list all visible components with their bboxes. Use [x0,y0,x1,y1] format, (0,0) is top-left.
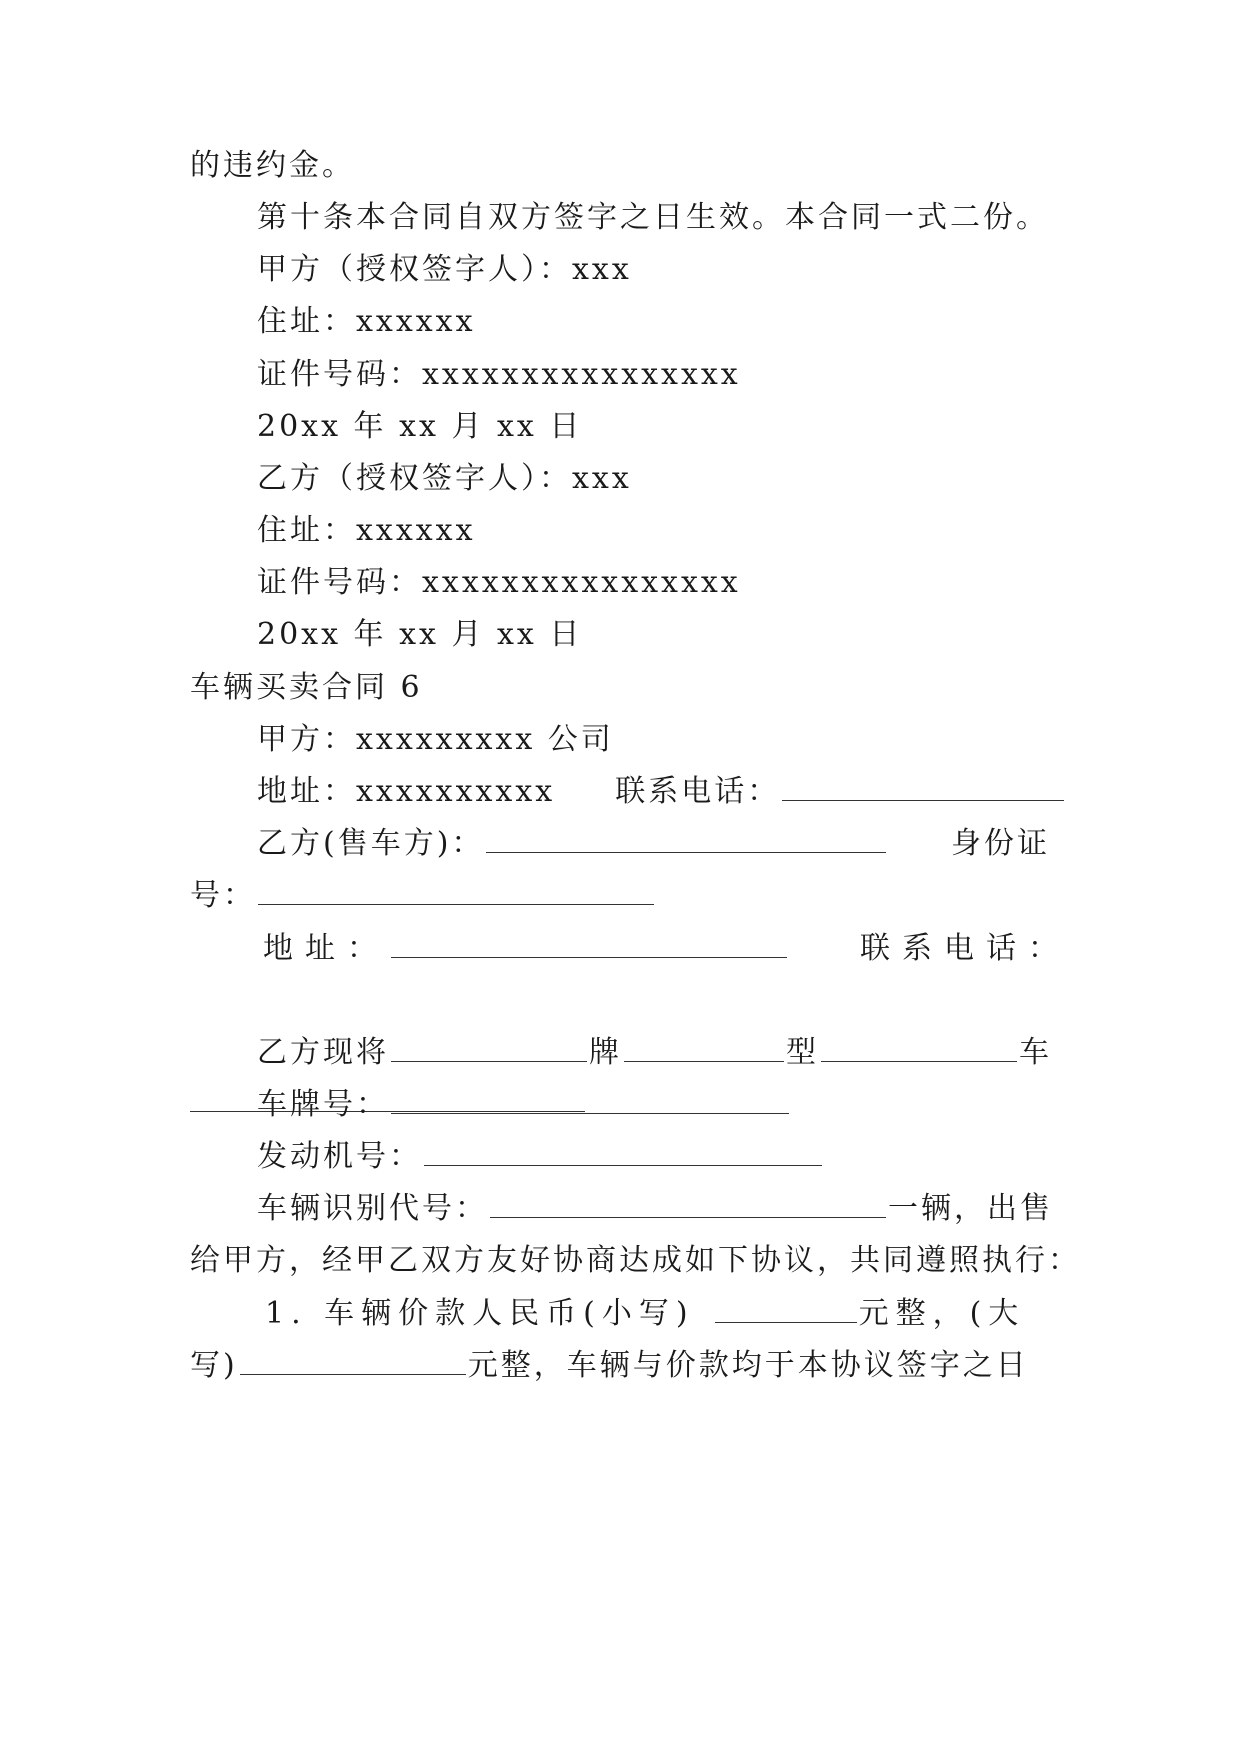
brand-label: 牌 [589,1035,622,1070]
address-b-label: 地址： [263,931,389,966]
engine-label: 发动机号： [257,1139,422,1174]
vin-label: 车辆识别代号： [257,1191,488,1226]
vin-suffix: 一辆，出售 [888,1191,1053,1226]
id-line [190,876,656,916]
text-line: 甲方：xxxxxxxxx 公司 [257,722,614,757]
phone-label: 联系电话： [615,774,781,809]
text-line: 证件号码：xxxxxxxxxxxxxxxx [257,565,741,600]
seller-line [257,824,888,864]
address-blank[interactable] [391,931,787,958]
phone-blank[interactable] [782,774,1064,801]
plate-label: 车牌号： [257,1087,389,1122]
price-small-blank[interactable] [715,1296,857,1323]
id-label-2: 号： [190,878,256,913]
text-line: 证件号码：xxxxxxxxxxxxxxxx [257,357,741,392]
engine-line [257,1137,824,1177]
id-label: 身份证 [951,826,1050,861]
text-line: 20xx 年 xx 月 xx 日 [257,409,583,444]
text-line: 住址：xxxxxx [257,304,476,339]
text-line: 住址：xxxxxx [257,513,476,548]
address-label: 地址：xxxxxxxxxx [257,774,556,809]
id-blank[interactable] [258,878,654,905]
vin-blank[interactable] [490,1191,886,1218]
text-line: 20xx 年 xx 月 xx 日 [257,617,583,652]
seller-blank[interactable] [486,826,886,853]
plate-blank[interactable] [391,1087,789,1114]
phone-b-label: 联系电话： [860,931,1070,966]
price2-line [190,1346,1029,1386]
text-line: 乙方（授权签字人）：xxx [257,461,632,496]
price-big-blank[interactable] [240,1348,466,1375]
price2-prefix: 写) [190,1348,238,1383]
price-prefix: 1. 车辆价款人民币(小写) [265,1296,695,1331]
address-phone-line [257,772,1066,812]
vehicle-intro: 乙方现将 [257,1035,389,1070]
car-blank[interactable] [821,1035,1017,1062]
vehicle-line [257,1033,1052,1073]
plate-line [257,1085,791,1125]
text-line: 甲方（授权签字人）：xxx [257,252,632,287]
price2-suffix: 元整，车辆与价款均于本协议签字之日 [467,1348,1029,1383]
price-suffix: 元整，(大 [858,1296,1026,1331]
price-line [265,1294,1025,1334]
section-title: 车辆买卖合同 6 [190,670,423,705]
brand-blank[interactable] [391,1035,587,1062]
address-line [263,929,789,969]
engine-blank[interactable] [424,1139,822,1166]
seller-label: 乙方(售车方)： [257,826,485,861]
agreement-line: 给甲方，经甲乙双方友好协商达成如下协议，共同遵照执行： [190,1243,1081,1278]
car-label: 车 [1019,1035,1052,1070]
text-line: 第十条本合同自双方签字之日生效。本合同一式二份。 [257,200,1049,235]
text-line: 的违约金。 [190,148,355,183]
model-label: 型 [786,1035,819,1070]
model-blank[interactable] [624,1035,784,1062]
vin-line [257,1189,1053,1229]
